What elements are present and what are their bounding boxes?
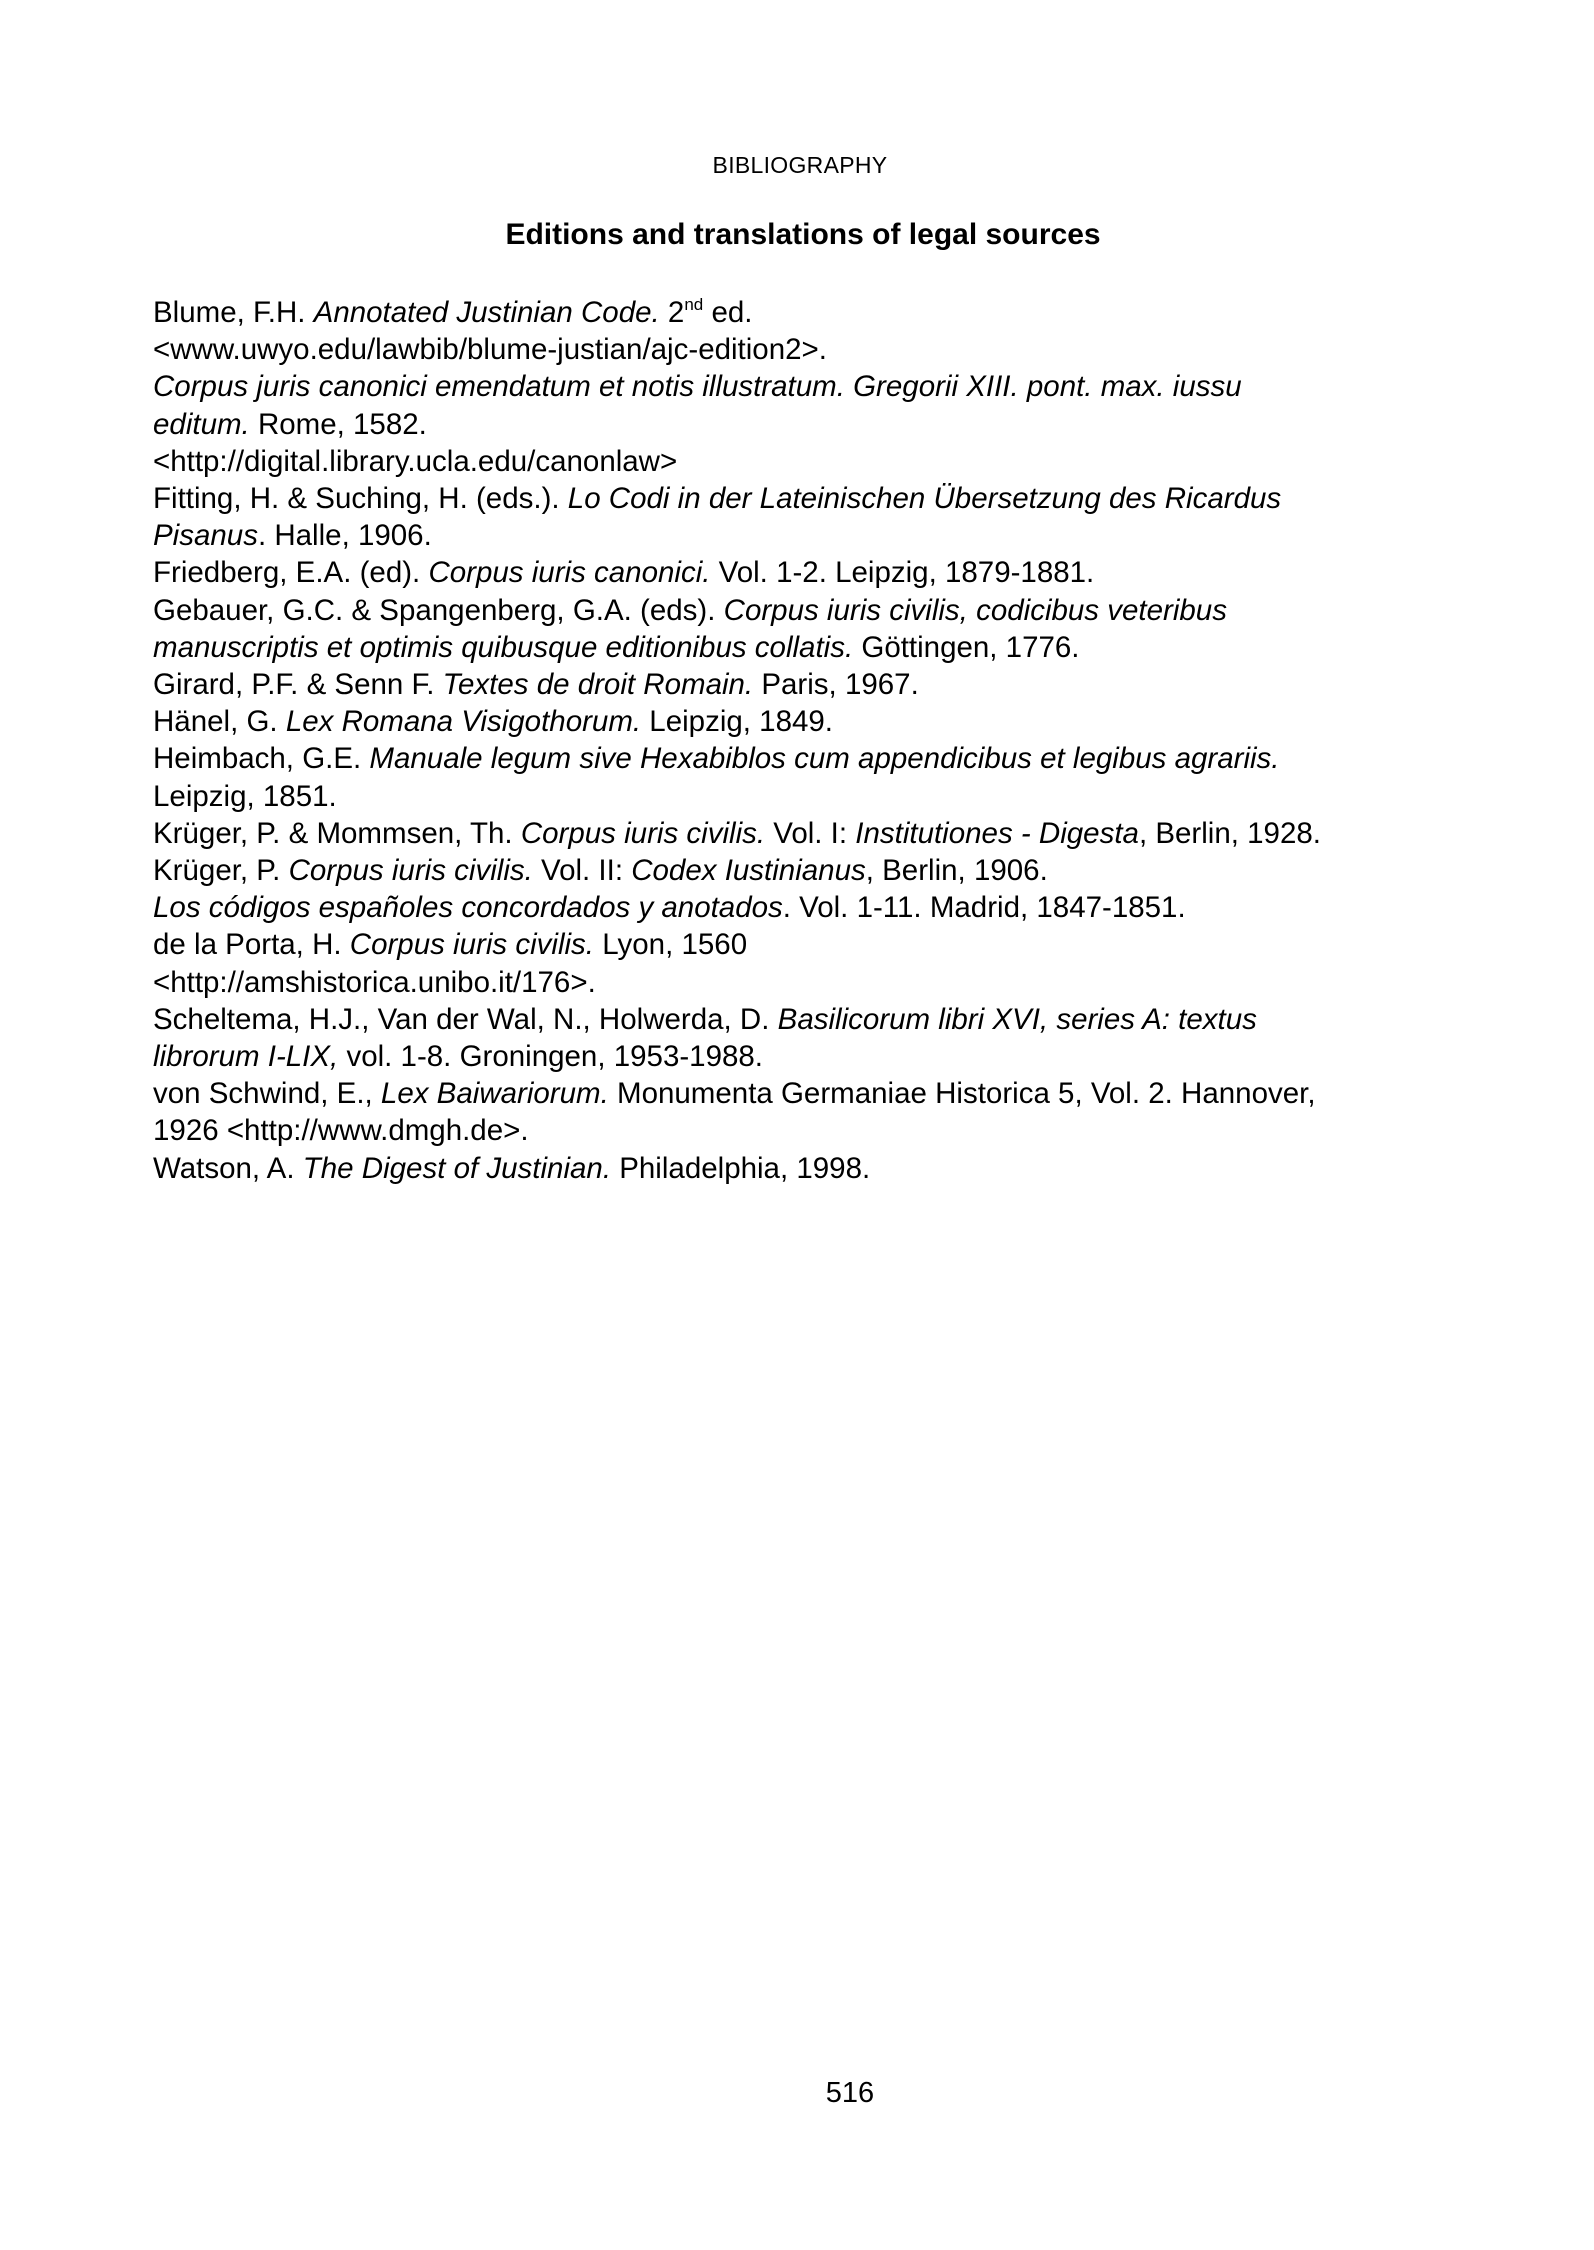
bibliography-list	[153, 294, 1453, 1187]
entry-line	[153, 1150, 1453, 1187]
italic-title-text: Lex Romana Visigothorum.	[285, 705, 642, 739]
italic-title-text: Corpus iuris civilis, codicibus veteribus	[723, 593, 1227, 627]
entry-text: Friedberg, E.A. (ed).	[153, 556, 429, 590]
bibliography-entry	[153, 294, 1453, 368]
bibliography-entry	[153, 926, 1453, 1000]
entry-text: Krüger, P. & Mommsen, Th.	[153, 816, 521, 850]
bibliography-entry	[153, 666, 1453, 703]
entry-text: <http://digital.library.ucla.edu/canonlaw>	[153, 444, 678, 478]
entry-text: 1926 <http://www.dmgh.de>.	[153, 1114, 529, 1148]
entry-line	[153, 852, 1453, 889]
entry-line	[153, 926, 1453, 963]
bibliography-entry	[153, 852, 1453, 889]
italic-title-text: Pisanus	[153, 519, 258, 553]
entry-text: Girard, P.F. & Senn F.	[153, 668, 443, 702]
entry-text: Paris, 1967.	[753, 668, 919, 702]
entry-line	[153, 368, 1453, 405]
entry-line	[153, 592, 1453, 629]
entry-text: von Schwind, E.,	[153, 1077, 381, 1111]
entry-line	[153, 331, 1453, 368]
entry-line	[153, 629, 1453, 666]
italic-title-text: The Digest of Justinian.	[302, 1151, 612, 1185]
italic-title-text: Corpus iuris canonici.	[428, 556, 711, 590]
italic-title-text: manuscriptis et optimis quibusque editionibus collatis.	[153, 630, 854, 664]
entry-text: Vol. 1-2. Leipzig, 1879-1881.	[710, 556, 1095, 590]
entry-line	[153, 815, 1453, 852]
italic-title-text: editum.	[153, 407, 250, 441]
italic-title-text: Corpus iuris civilis.	[349, 928, 595, 962]
italic-title-text: Corpus iuris civilis.	[520, 816, 766, 850]
entry-line	[153, 406, 1453, 443]
entry-text: 2	[659, 296, 685, 329]
italic-title-text: Basilicorum libri XVI, series A: textus	[777, 1002, 1257, 1036]
entry-text: Göttingen, 1776.	[853, 630, 1080, 664]
entry-line	[153, 1001, 1453, 1038]
entry-line	[153, 703, 1453, 740]
bibliography-entry	[153, 554, 1453, 591]
italic-title-text: Textes de droit Romain.	[442, 668, 754, 702]
entry-line	[153, 1075, 1453, 1112]
italic-title-text: Codex Iustinianus	[631, 854, 866, 888]
entry-text: ed.	[703, 296, 753, 329]
entry-text: Leipzig, 1849.	[641, 705, 834, 739]
italic-title-text: Lex Baiwariorum.	[380, 1077, 609, 1111]
bibliography-entry	[153, 368, 1453, 480]
entry-line	[153, 889, 1453, 926]
italic-title-text: Lo Codi in der Lateinischen Übersetzung des Ricardus	[567, 482, 1282, 516]
entry-line	[153, 1112, 1453, 1149]
running-head: BIBLIOGRAPHY	[712, 152, 888, 178]
entry-text: <http://amshistorica.unibo.it/176>.	[153, 965, 596, 999]
entry-text: Lyon, 1560	[594, 928, 748, 962]
bibliography-entry	[153, 592, 1453, 666]
entry-line	[153, 480, 1453, 517]
bibliography-entry	[153, 703, 1453, 740]
italic-title-text: Corpus juris canonici emendatum et notis illustratum. Gregorii XIII. pont. max. iussu	[153, 370, 1242, 404]
entry-text: Monumenta Germaniae Historica 5, Vol. 2. Hannover,	[608, 1077, 1316, 1111]
entry-text: Gebauer, G.C. & Spangenberg, G.A. (eds).	[153, 593, 724, 627]
bibliography-entry	[153, 1001, 1453, 1075]
entry-line	[153, 666, 1453, 703]
entry-text: Hänel, G.	[153, 705, 286, 739]
bibliography-entry	[153, 740, 1453, 814]
bibliography-entry	[153, 1075, 1453, 1149]
entry-text: Leipzig, 1851.	[153, 779, 337, 813]
entry-text: Vol. I:	[765, 816, 856, 850]
italic-title-text: Manuale legum sive Hexabiblos cum appendicibus et legibus agrariis.	[369, 742, 1280, 776]
entry-text: Vol. II:	[532, 854, 632, 888]
italic-title-text: Los códigos españoles concordados y anotados	[153, 891, 783, 925]
italic-title-text: librorum I-LIX,	[153, 1040, 339, 1074]
italic-title-text: Annotated Justinian Code.	[313, 296, 660, 329]
entry-text: . Vol. 1-11. Madrid, 1847-1851.	[782, 891, 1186, 925]
superscript-text: nd	[684, 295, 704, 314]
section-heading: Editions and translations of legal sources	[505, 218, 1101, 251]
entry-text: Watson, A.	[153, 1151, 303, 1185]
italic-title-text: Corpus iuris civilis.	[288, 854, 533, 888]
entry-text: de la Porta, H.	[153, 928, 350, 962]
entry-line	[153, 778, 1453, 815]
entry-line	[153, 294, 1453, 331]
entry-text: Scheltema, H.J., Van der Wal, N., Holwerda, D.	[153, 1002, 778, 1036]
entry-text: , Berlin, 1906.	[865, 854, 1048, 888]
entry-text: Heimbach, G.E.	[153, 742, 370, 776]
entry-text: <www.uwyo.edu/lawbib/blume-justian/ajc-edition2>.	[153, 333, 827, 367]
entry-text: vol. 1-8. Groningen, 1953-1988.	[338, 1040, 764, 1074]
page-number: 516	[825, 2077, 875, 2109]
italic-title-text: Institutiones - Digesta	[855, 816, 1139, 850]
entry-line	[153, 443, 1453, 480]
bibliography-entry	[153, 1150, 1453, 1187]
entry-line	[153, 1038, 1453, 1075]
entry-line	[153, 964, 1453, 1001]
bibliography-entry	[153, 815, 1453, 852]
entry-text: Blume, F.H.	[153, 296, 314, 329]
entry-line	[153, 517, 1453, 554]
bibliography-entry	[153, 889, 1453, 926]
entry-line	[153, 740, 1453, 777]
entry-text: , Berlin, 1928.	[1138, 816, 1321, 850]
bibliography-entry	[153, 480, 1453, 554]
entry-text: Philadelphia, 1998.	[611, 1151, 871, 1185]
entry-text: Rome, 1582.	[249, 407, 427, 441]
entry-text: Fitting, H. & Suching, H. (eds.).	[153, 482, 568, 516]
entry-text: Krüger, P.	[153, 854, 289, 888]
entry-text: . Halle, 1906.	[257, 519, 432, 553]
entry-line	[153, 554, 1453, 591]
